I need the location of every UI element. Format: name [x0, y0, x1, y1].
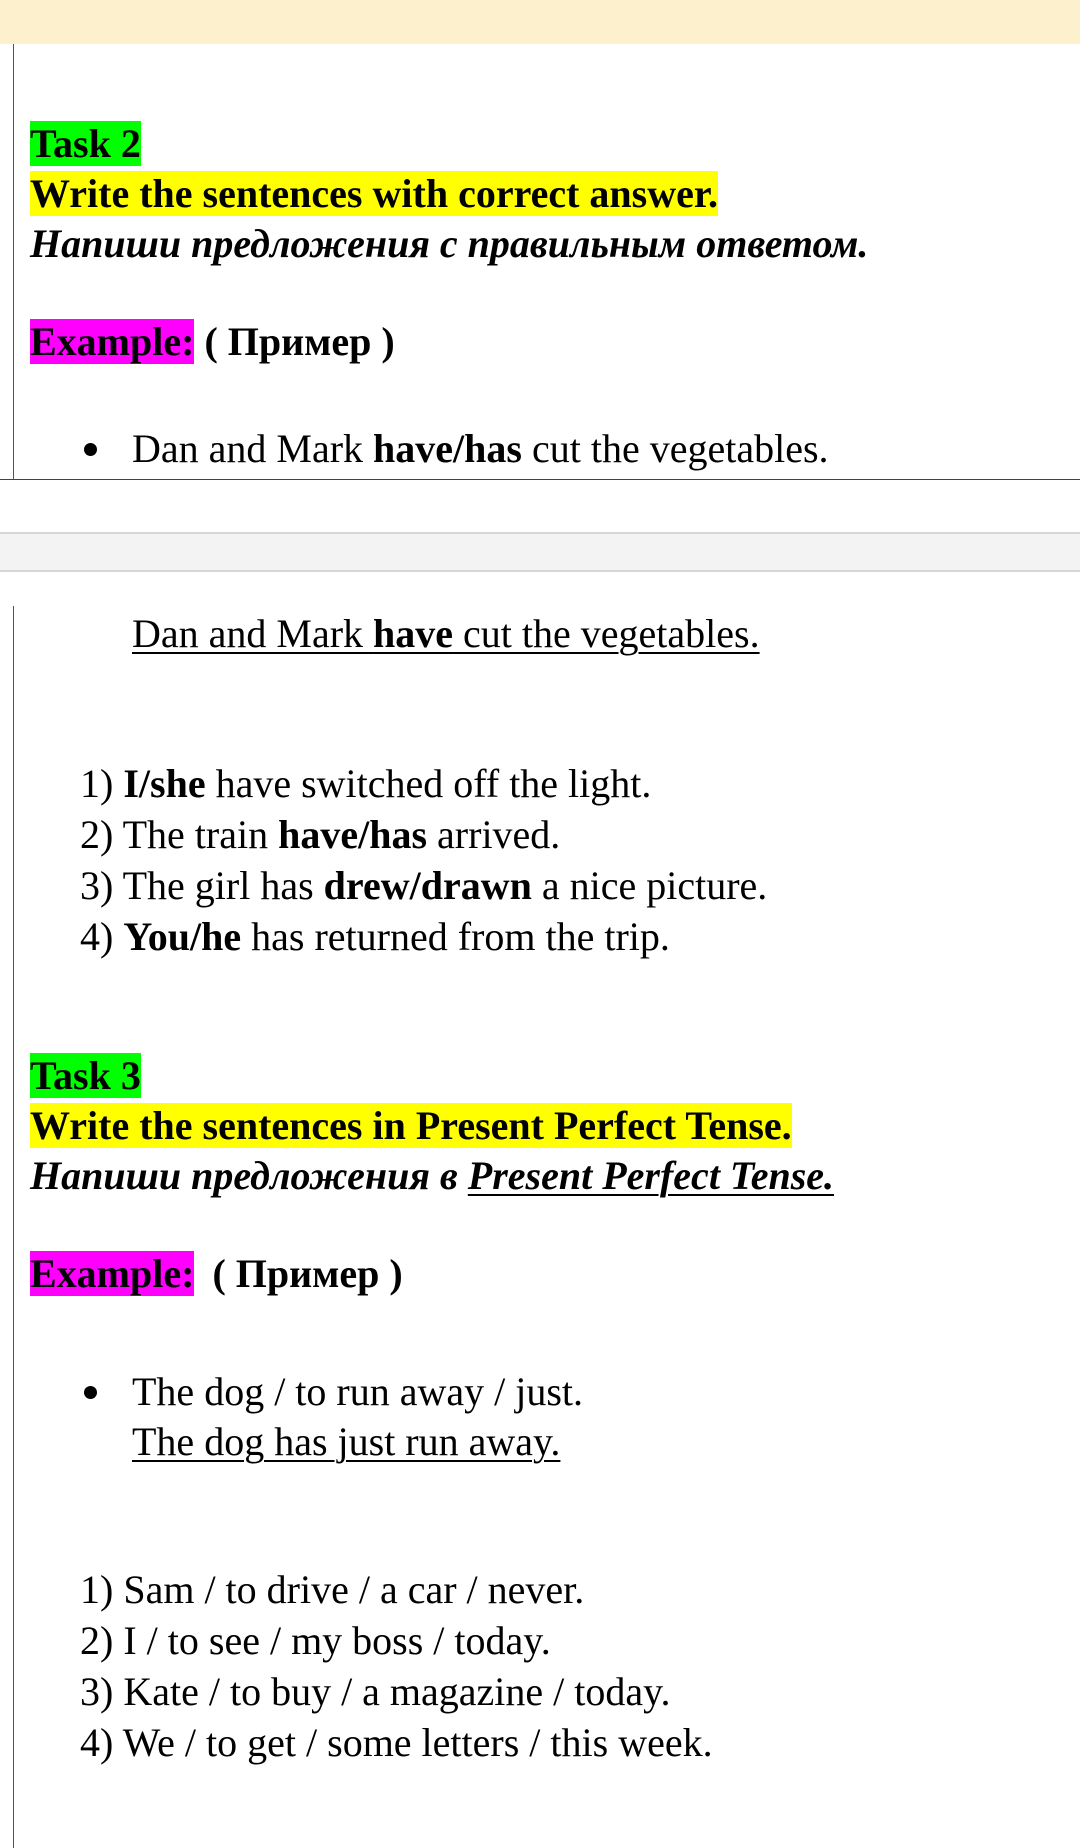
- task3-item-2: 2) I / to see / my boss / today.: [80, 1618, 551, 1663]
- top-banner: [0, 0, 1080, 45]
- task2-example-sentence: Dan and Mark have/has cut the vegetables.: [132, 426, 829, 471]
- task3-item-1: 1) Sam / to drive / a car / never.: [80, 1567, 585, 1612]
- task2-label: Task 2: [30, 121, 141, 166]
- bullet-icon: [84, 1386, 97, 1399]
- example-label: Example:: [30, 1251, 195, 1296]
- task3-item-3: 3) Kate / to buy / a magazine / today.: [80, 1669, 671, 1714]
- document-page-2: [0, 606, 1080, 1848]
- task3-item-4: 4) We / to get / some letters / this week.: [80, 1720, 713, 1765]
- task2-heading: [30, 120, 141, 168]
- page-left-border: [13, 606, 14, 1848]
- document-page-1: [0, 44, 1080, 480]
- task2-example-line: [30, 318, 395, 366]
- example-ru: ( Пример ): [212, 1251, 403, 1296]
- task3-heading: [30, 1052, 141, 1100]
- task2-item-4: 4) You/he has returned from the trip.: [80, 914, 670, 959]
- task2-instruction-en: Write the sentences with correct answer.: [30, 171, 718, 216]
- task3-instruction-ru: Напиши предложения в Present Perfect Tense.: [30, 1153, 835, 1198]
- task2-instruction-ru: Напиши предложения с правильным ответом.: [30, 221, 869, 266]
- example-label: Example:: [30, 319, 195, 364]
- task2-item-2: 2) The train have/has arrived.: [80, 812, 561, 857]
- task3-example-sentence: The dog / to run away / just.: [132, 1369, 584, 1414]
- page-left-border: [13, 44, 14, 480]
- task2-example-answer: Dan and Mark have cut the vegetables.: [132, 611, 760, 656]
- page-separator: [0, 532, 1080, 572]
- page-gap: [0, 480, 1080, 606]
- bullet-icon: [84, 443, 97, 456]
- task3-label: Task 3: [30, 1053, 141, 1098]
- example-ru: ( Пример ): [204, 319, 395, 364]
- task2-item-3: 3) The girl has drew/drawn a nice picture.: [80, 863, 768, 908]
- task3-example-line: [30, 1250, 403, 1298]
- task3-instruction-en: Write the sentences in Present Perfect Tense.: [30, 1103, 792, 1148]
- task2-item-1: 1) I/she have switched off the light.: [80, 761, 652, 806]
- task3-example-answer: The dog has just run away.: [132, 1419, 561, 1464]
